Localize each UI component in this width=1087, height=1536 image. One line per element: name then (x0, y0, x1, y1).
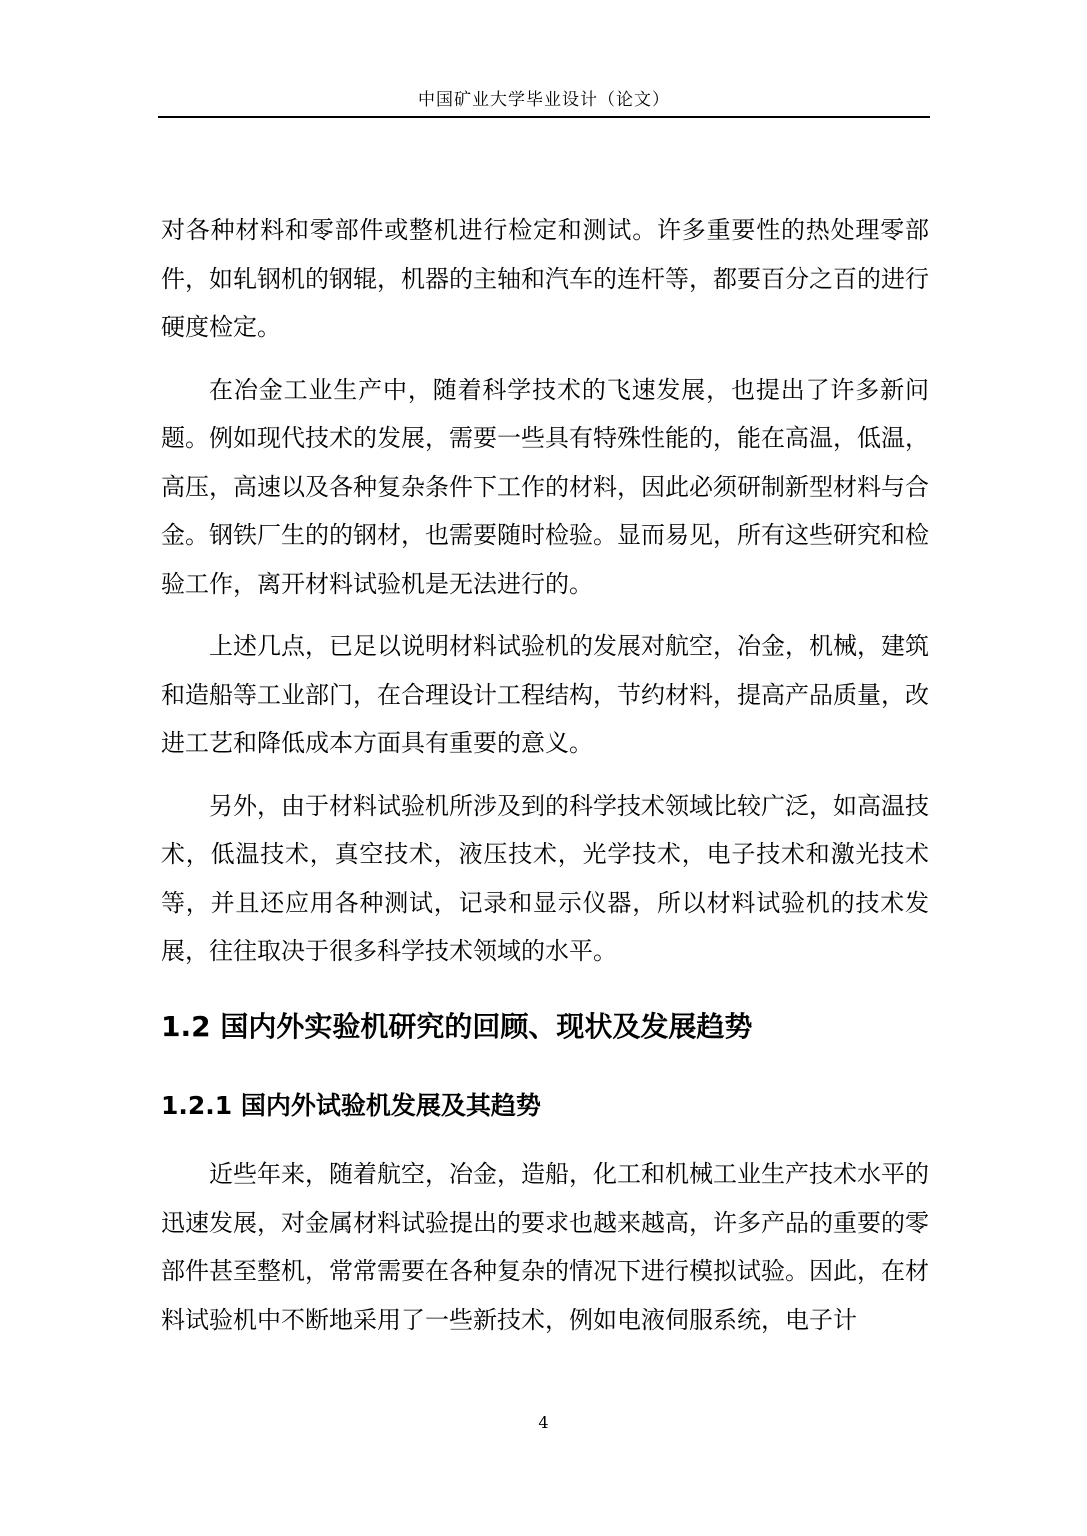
subsection-heading: 1.2.1 国内外试验机发展及其趋势 (161, 1091, 541, 1120)
paragraph-continuation: 对各种材料和零部件或整机进行检定和测试。许多重要性的热处理零部件，如轧钢机的钢辊，机器的主轴和汽车的连杆等，都要百分之百的进行硬度检定。 (161, 216, 929, 341)
paragraph-metallurgy: 在冶金工业生产中，随着科学技术的飞速发展，也提出了许多新问题。例如现代技术的发展，需要一些具有特殊性能的，能在高温，低温，高压，高速以及各种复杂条件下工作的材料，因此必须研制新型材料与合金。钢铁厂生的的钢材，也需要随时检验。显而易见，所有这些研究和检验工作，离开材料试验机是无法进行的。 (161, 375, 929, 598)
section-heading: 1.2 国内外实验机研究的回顾、现状及发展趋势 (161, 1010, 753, 1043)
paragraph-significance: 上述几点，已足以说明材料试验机的发展对航空，冶金，机械，建筑和造船等工业部门，在合理设计工程结构，节约材料，提高产品质量，改进工艺和降低成本方面具有重要的意义。 (161, 632, 929, 757)
body-block-top (161, 206, 929, 976)
page-number: 4 (538, 1413, 549, 1432)
paragraph-recent-development: 近些年来，随着航空，冶金，造船，化工和机械工业生产技术水平的迅速发展，对金属材料试验提出的要求也越来越高，许多产品的重要的零部件甚至整机，常常需要在各种复杂的情况下进行模拟试验。因此，在材料试验机中不断地采用了一些新技术，例如电液伺服系统，电子计 (161, 1160, 929, 1334)
paragraph-technology-fields: 另外，由于材料试验机所涉及到的科学技术领域比较广泛，如高温技术，低温技术，真空技术，液压技术，光学技术，电子技术和激光技术等，并且还应用各种测试，记录和显示仪器，所以材料试验机的技术发展，往往取决于很多科学技术领域的水平。 (161, 791, 929, 965)
running-header: 中国矿业大学毕业设计（论文） (418, 90, 670, 110)
header-divider (158, 116, 930, 118)
body-block-bottom (161, 1150, 929, 1344)
